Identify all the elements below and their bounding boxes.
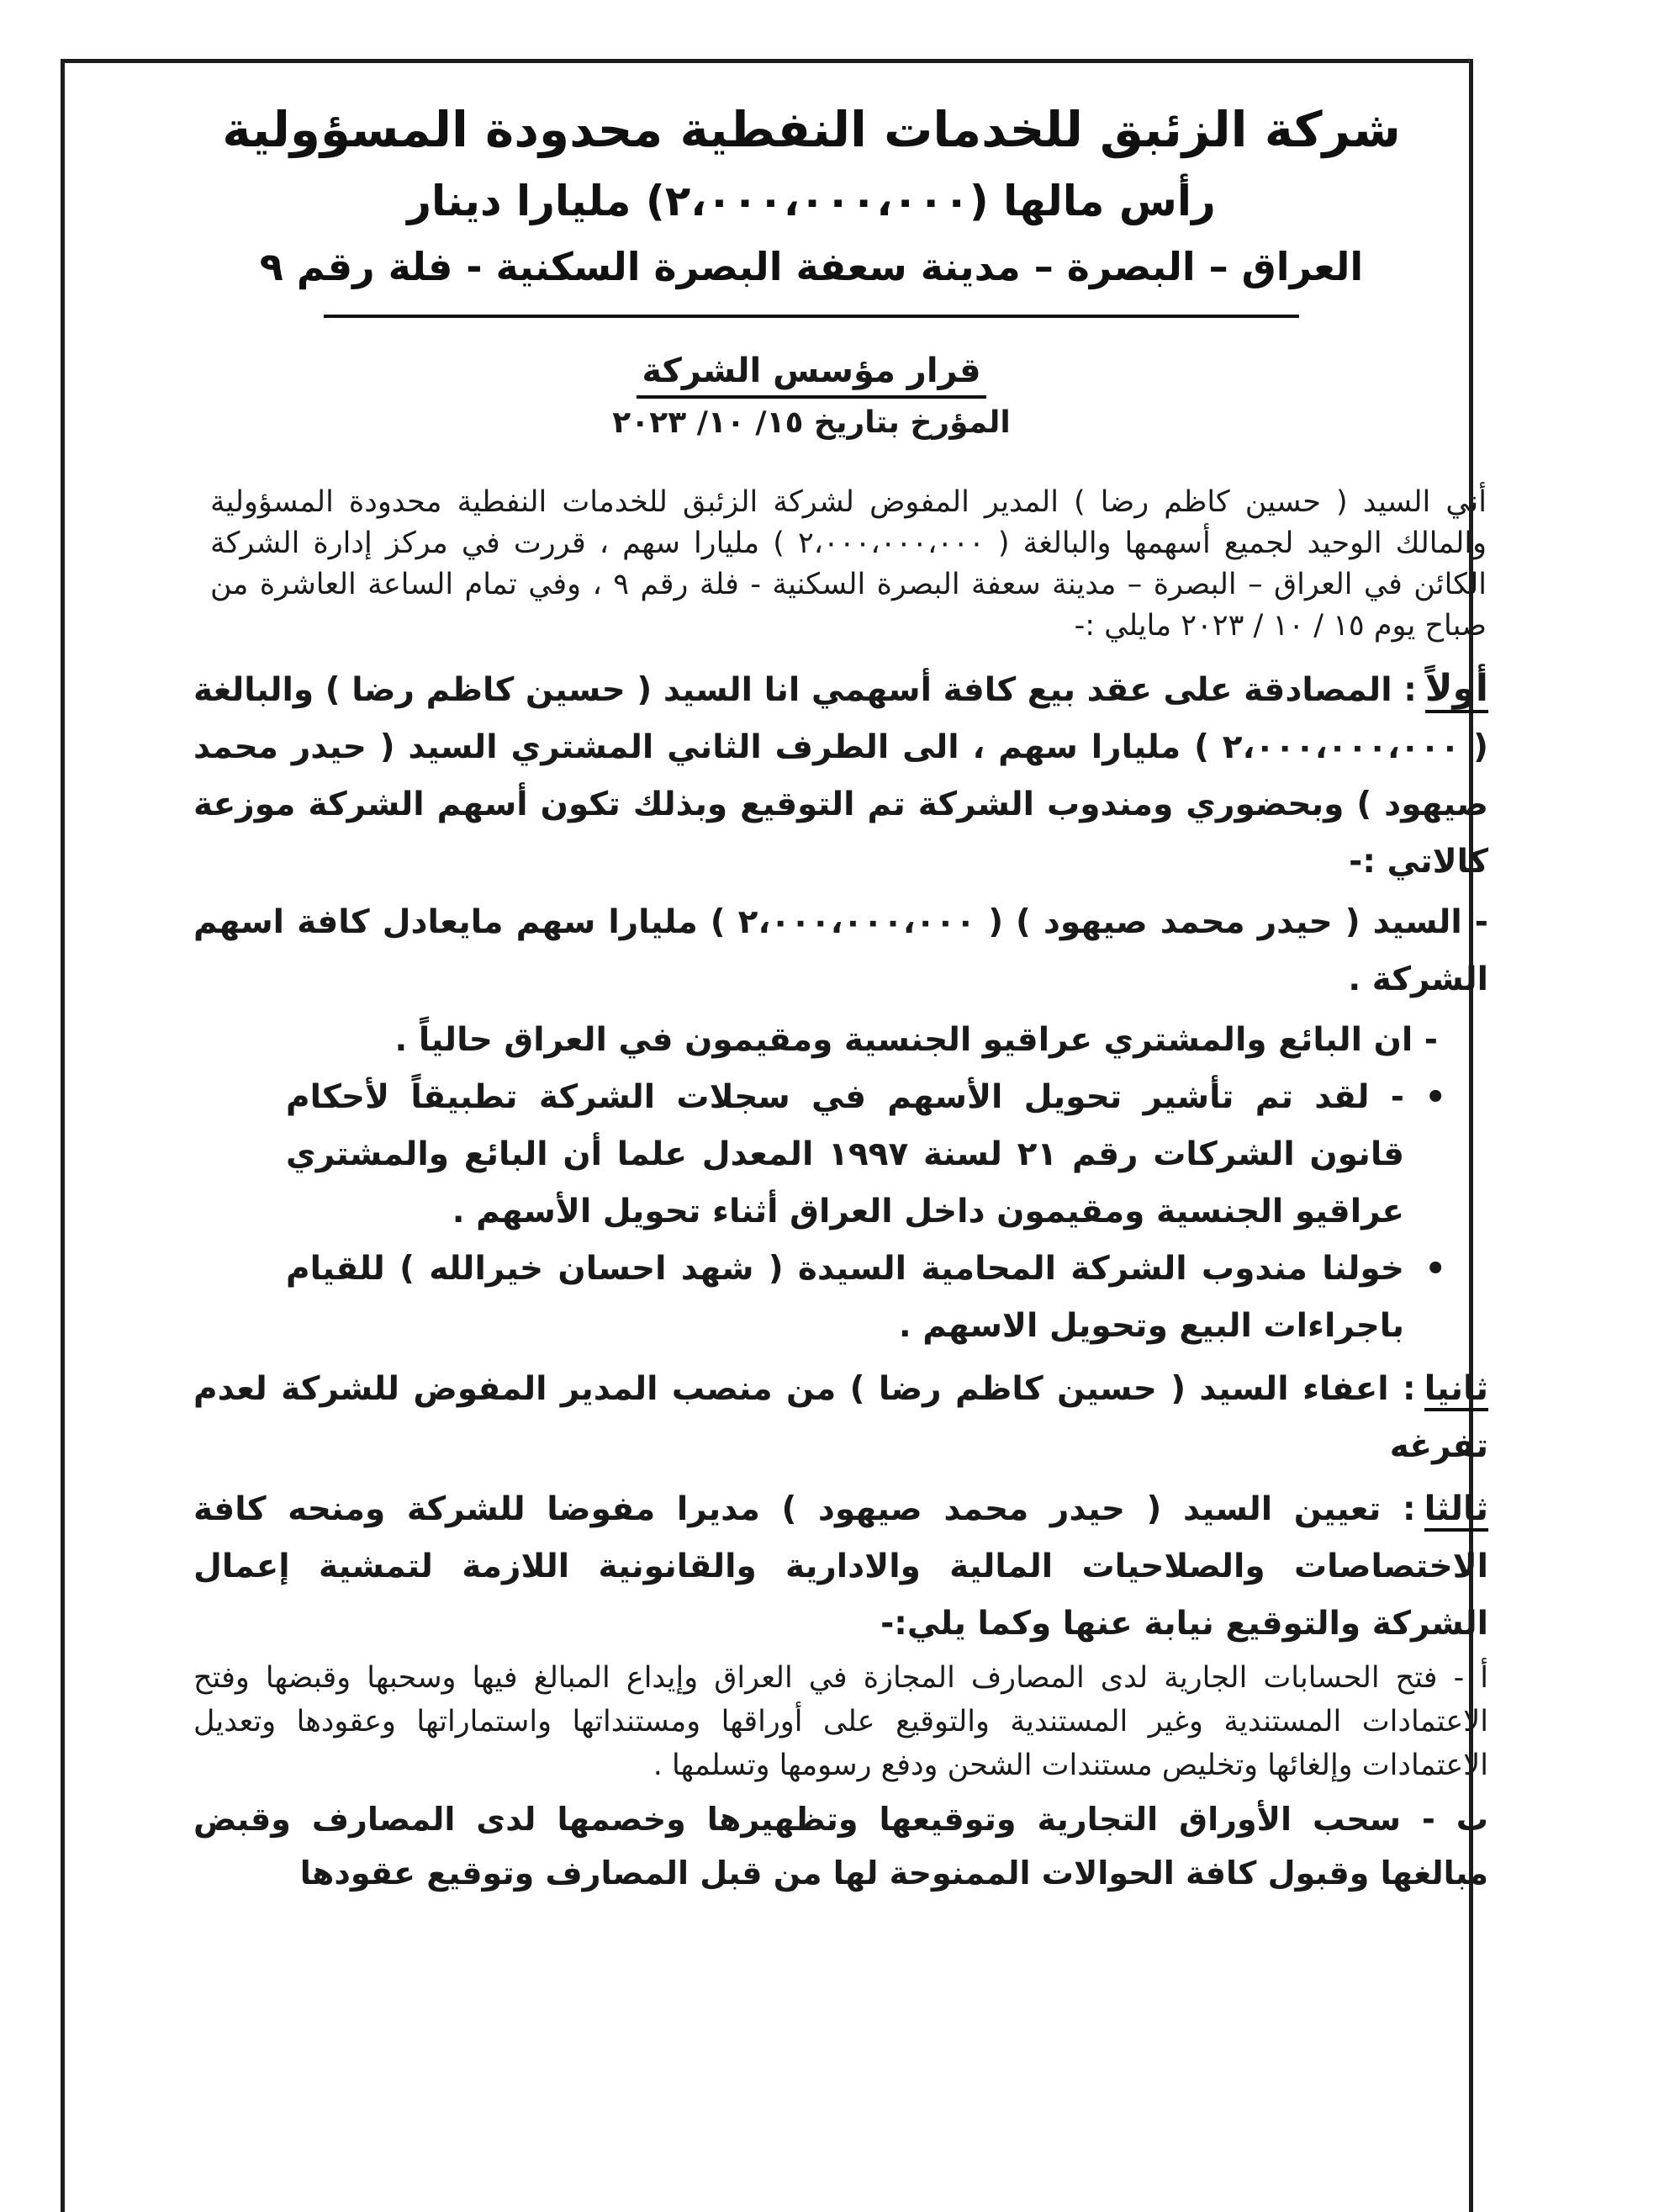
third-clause-text: : تعيين السيد ( حيدر محمد صيهود ) مديرا مفوضا للشركة ومنحه كافة الاختصاصات والصلاحيات المالية والادارية والقانونية اللازمة لتمشية إعمال الشركة والتوقيع نيابة عنها وكما يلي:-	[193, 1490, 1488, 1643]
first-clause-text: : المصادقة على عقد بيع كافة أسهمي انا السيد ( حسين كاظم رضا ) والبالغة ( ٢،٠٠٠،٠٠٠،٠٠٠ ) مليارا سهم ، الى الطرف الثاني المشتري السيد ( حيدر محمد صيهود ) وبحضوري ومندوب الشركة تم التوقيع وبذلك تكون أسهم الشركة موزعة كالاتي :-	[193, 671, 1488, 881]
list-item: • - لقد تم تأشير تحويل الأسهم في سجلات الشركة تطبيقاً لأحكام قانون الشركات رقم ٢١ لسنة ١٩٩٧ المعدل علما أن البائع والمشتري عراقيو الجنسية ومقيمون داخل العراق أثناء تحويل الأسهم .	[286, 1069, 1446, 1241]
decision-date: المؤرخ بتاريخ ١٥/ ١٠/ ٢٠٢٣	[612, 405, 1011, 440]
company-address: العراق – البصرة – مدينة سعفة البصرة السكنية - فلة رقم ٩	[259, 244, 1364, 289]
company-capital: رأس مالها (٢،٠٠٠،٠٠٠،٠٠٠) مليارا دينار	[407, 177, 1216, 225]
header-divider	[324, 315, 1299, 318]
second-clause-text: : اعفاء السيد ( حسين كاظم رضا ) من منصب المدير المفوض للشركة لعدم تفرغه	[193, 1370, 1488, 1465]
third-clause	[126, 1480, 1497, 1653]
second-clause-label: ثانيا	[1424, 1369, 1488, 1411]
company-name: شركة الزئبق للخدمات النفطية محدودة المسؤولية	[222, 101, 1401, 158]
first-clause	[126, 660, 1497, 891]
share-distribution: - السيد ( حيدر محمد صيهود ) ( ٢،٠٠٠،٠٠٠،٠٠٠ ) مليارا سهم مايعادل كافة اسهم الشركة .	[193, 903, 1488, 998]
list-item: • خولنا مندوب الشركة المحامية السيدة ( شهد احسان خيرالله ) للقيام باجراءات البيع وتحويل الاسهم .	[286, 1241, 1446, 1355]
decision-title-text: قرار مؤسس الشركة	[637, 352, 985, 399]
third-clause-item-a: أ - فتح الحسابات الجارية لدى المصارف المجازة في العراق وإيداع المبالغ فيها وسحبها وقبضها وفتح الاعتمادات المستندية وغير المستندية والتوقيع على أوراقها ومستنداتها واستماراتها وعقودها وتعديل الاعتمادات وإلغائها وتخليص مستندات الشحن ودفع رسومها وتسلمها .	[193, 1661, 1488, 1782]
document-body	[126, 93, 1497, 1905]
nationality-note: - ان البائع والمشتري عراقيو الجنسية ومقيمون في العراق حالياً .	[394, 1021, 1438, 1059]
first-clause-bullets	[126, 1069, 1497, 1355]
second-clause	[126, 1360, 1497, 1475]
third-clause-label: ثالثا	[1424, 1490, 1488, 1532]
decision-title	[126, 352, 1497, 390]
intro-paragraph: أني السيد ( حسين كاظم رضا ) المدير المفوض لشركة الزئبق للخدمات النفطية محدودة المسؤولية والمالك الوحيد لجميع أسهمها والبالغة ( ٢،٠٠٠،٠٠٠،٠٠٠ ) مليارا سهم ، قررت في مركز إدارة الشركة الكائن في العراق – البصرة – مدينة سعفة البصرة السكنية - فلة رقم ٩ ، وفي تمام الساعة العاشرة من صباح يوم ١٥ / ١٠ / ٢٠٢٣ مايلي :-	[210, 485, 1487, 643]
third-clause-item-b: ب - سحب الأوراق التجارية وتوقيعها وتظهيرها وخصمها لدى المصارف وقبض مبالغها وقبول كافة الحوالات الممنوحة لها من قبل المصارف وتوقيع عقودها	[193, 1801, 1488, 1892]
corner-mark: '	[1467, 56, 1471, 71]
first-clause-label: أولاً	[1425, 667, 1488, 713]
